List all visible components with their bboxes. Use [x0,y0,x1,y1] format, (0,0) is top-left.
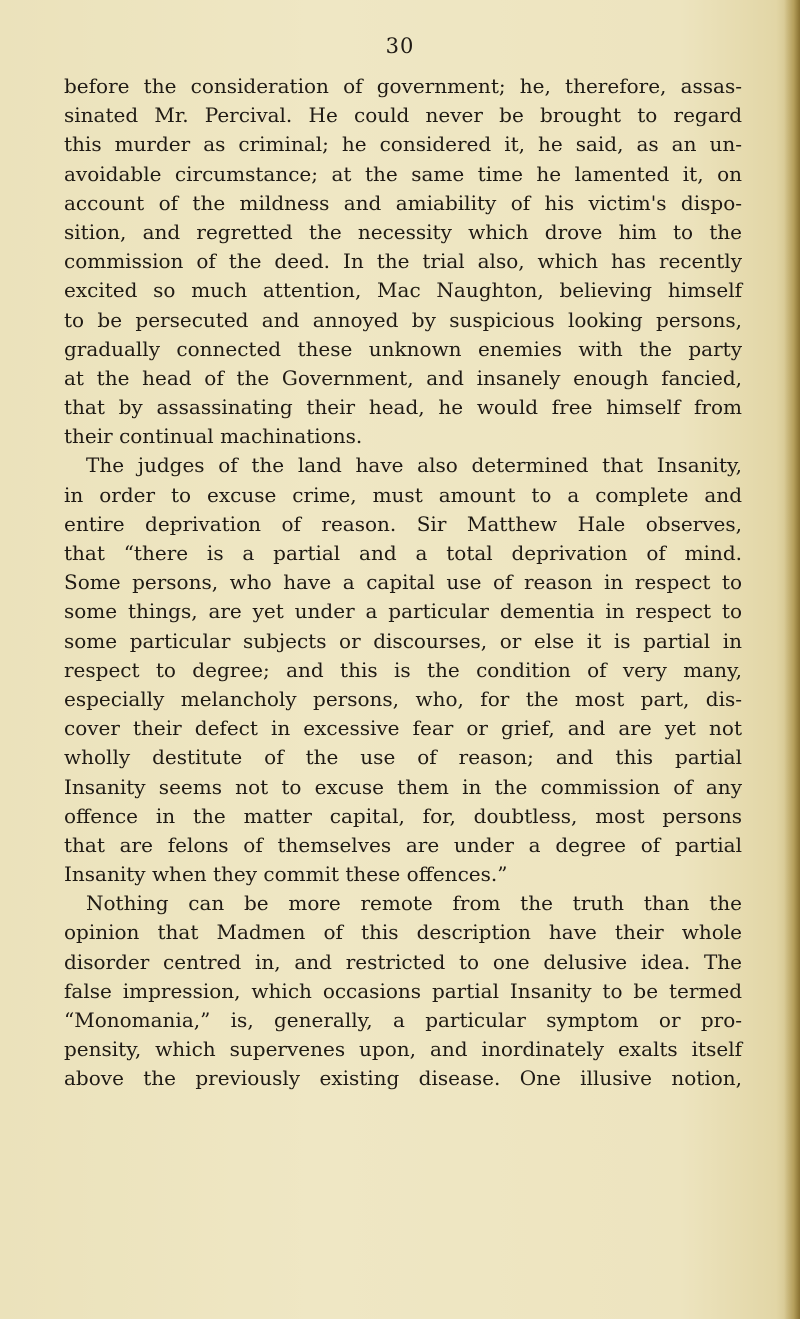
text-line: commission of the deed. In the trial also, which has recently [64,249,742,274]
text-line: especially melancholy persons, who, for the most part, dis- [64,686,742,711]
text-line: “Monomania,” is, generally, a particular symptom or pro- [64,1008,742,1032]
text-line: in order to excuse crime, must amount to a complete and [64,482,742,507]
text-line: some particular subjects or discourses, or else it is partial in [64,628,742,653]
text-line: account of the mildness and amiability of his victim's dispo- [64,190,742,215]
text-line: their continual machinations. [64,424,363,449]
text-line: pensity, which supervenes upon, and inordinately exalts itself [64,1037,742,1062]
text-line: avoidable circumstance; at the same time he lamented it, on [64,161,742,186]
page-edge-shadow [784,0,800,1319]
text-line: offence in the matter capital, for, doubtless, most persons [64,803,742,828]
text-line: that by assassinating their head, he would free himself from [64,395,742,420]
text-line: gradually connected these unknown enemies with the party [64,336,742,361]
text-line: some things, are yet under a particular dementia in respect to [64,599,742,624]
page-number: 30 [385,34,415,58]
text-line: Insanity seems not to excuse them in the commission of any [64,774,742,799]
text-line: above the previously existing disease. One illusive notion, [64,1066,742,1091]
text-line: excited so much attention, Mac Naughton, believing himself [64,278,742,303]
text-line: that are felons of themselves are under a degree of partial [64,832,742,857]
text-line: disorder centred in, and restricted to one delusive idea. The [64,949,742,974]
text-line: to be persecuted and annoyed by suspicious looking persons, [64,307,742,332]
text-line: sition, and regretted the necessity which drove him to the [64,219,742,244]
text-line: false impression, which occasions partial Insanity to be termed [64,978,742,1003]
text-line: Insanity when they commit these offences.” [64,862,508,887]
text-line: cover their defect in excessive fear or grief, and are yet not [64,716,742,741]
text-line: that “there is a partial and a total deprivation of mind. [64,541,742,565]
text-line: entire deprivation of reason. Sir Matthew Hale observes, [64,511,742,536]
text-line: The judges of the land have also determined that Insanity, [86,453,742,478]
text-line: Nothing can be more remote from the truth than the [86,891,742,916]
text-line: sinated Mr. Percival. He could never be brought to regard [64,103,742,128]
text-line: Some persons, who have a capital use of reason in respect to [64,570,742,595]
body-text [64,72,742,1094]
text-line: this murder as criminal; he considered it, he said, as an un- [64,132,742,157]
text-line: respect to degree; and this is the condition of very many, [64,657,742,682]
text-line: at the head of the Government, and insanely enough fancied, [64,365,742,390]
text-line: wholly destitute of the use of reason; and this partial [64,745,742,770]
text-line: before the consideration of government; he, therefore, assas- [64,74,742,98]
text-line: opinion that Madmen of this description have their whole [64,920,742,945]
